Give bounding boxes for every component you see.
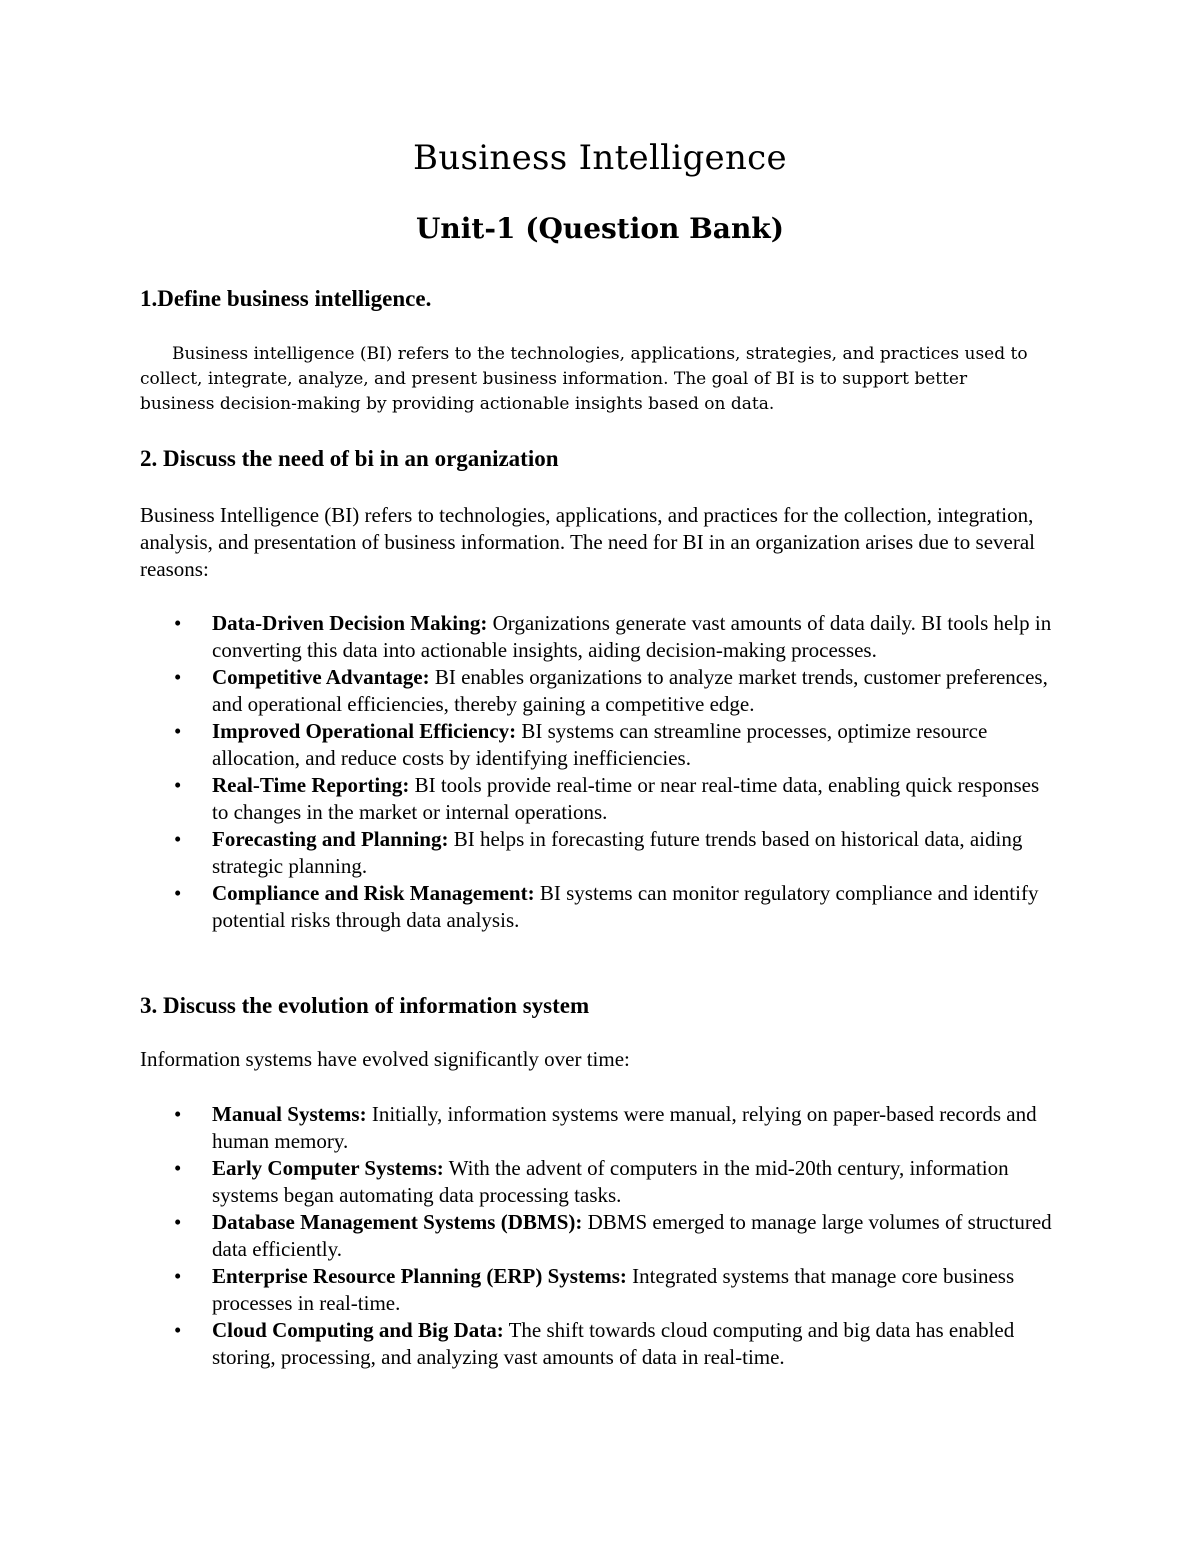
list-item-text: Organizations generate vast amounts of data daily. BI tools help in converting this data into actionable insights, aiding decision-making processes. bbox=[212, 611, 1052, 662]
bullet-icon: • bbox=[174, 665, 182, 689]
list-item-text: BI enables organizations to analyze market trends, customer preferences, and operational efficiencies, thereby gaining a competitive edge. bbox=[212, 665, 1048, 716]
bullet-icon: • bbox=[174, 611, 182, 635]
list-item bbox=[140, 718, 1060, 772]
question-3-list bbox=[140, 1101, 1060, 1371]
bullet-icon: • bbox=[174, 773, 182, 797]
list-item-text: BI systems can monitor regulatory compliance and identify potential risks through data analysis. bbox=[212, 881, 1039, 932]
list-item-term: Forecasting and Planning: bbox=[212, 827, 449, 851]
list-item-term: Early Computer Systems: bbox=[212, 1156, 444, 1180]
bullet-icon: • bbox=[174, 1264, 182, 1288]
subtitle-rest: (Question Bank) bbox=[515, 212, 784, 245]
list-item-text: Integrated systems that manage core business processes in real-time. bbox=[212, 1264, 1015, 1315]
bullet-icon: • bbox=[174, 1156, 182, 1180]
list-item bbox=[140, 610, 1060, 664]
list-item-term: Compliance and Risk Management: bbox=[212, 881, 535, 905]
list-item bbox=[140, 1209, 1060, 1263]
list-item-term: Data-Driven Decision Making: bbox=[212, 611, 488, 635]
bullet-icon: • bbox=[174, 881, 182, 905]
list-item-term: Manual Systems: bbox=[212, 1102, 367, 1126]
list-item-text: DBMS emerged to manage large volumes of structured data efficiently. bbox=[212, 1210, 1052, 1261]
list-item bbox=[140, 826, 1060, 880]
list-item-text: BI systems can streamline processes, optimize resource allocation, and reduce costs by identifying inefficiencies. bbox=[212, 719, 988, 770]
list-item bbox=[140, 880, 1060, 934]
question-2-intro: Business Intelligence (BI) refers to technologies, applications, and practices for the collection, integration, analysis, and presentation of business information. The need for BI in an organization arises due to several reasons: bbox=[140, 503, 1035, 581]
document-title: Business Intelligence bbox=[413, 138, 787, 178]
list-item-term: Improved Operational Efficiency: bbox=[212, 719, 517, 743]
list-item bbox=[140, 1101, 1060, 1155]
bullet-icon: • bbox=[174, 1102, 182, 1126]
list-item-text: With the advent of computers in the mid-20th century, information systems began automating data processing tasks. bbox=[212, 1156, 1009, 1207]
list-item-text: The shift towards cloud computing and big data has enabled storing, processing, and analyzing vast amounts of data in real-time. bbox=[212, 1318, 1015, 1369]
list-item-term: Competitive Advantage: bbox=[212, 665, 430, 689]
bullet-icon: • bbox=[174, 1210, 182, 1234]
question-3-heading: 3. Discuss the evolution of information system bbox=[140, 993, 590, 1018]
list-item bbox=[140, 1263, 1060, 1317]
question-1-answer bbox=[140, 342, 1040, 417]
list-item-text: BI tools provide real-time or near real-time data, enabling quick responses to changes in the market or internal operations. bbox=[212, 773, 1040, 824]
document-subtitle bbox=[0, 212, 1200, 245]
list-item bbox=[140, 772, 1060, 826]
list-item-text: BI helps in forecasting future trends based on historical data, aiding strategic planning. bbox=[212, 827, 1023, 878]
list-item-term: Real-Time Reporting: bbox=[212, 773, 410, 797]
list-item bbox=[140, 1317, 1060, 1371]
list-item bbox=[140, 1155, 1060, 1209]
bullet-icon: • bbox=[174, 719, 182, 743]
list-item-term: Database Management Systems (DBMS): bbox=[212, 1210, 583, 1234]
list-item bbox=[140, 664, 1060, 718]
list-item-term: Cloud Computing and Big Data: bbox=[212, 1318, 504, 1342]
list-item-text: Initially, information systems were manual, relying on paper-based records and human memory. bbox=[212, 1102, 1037, 1153]
question-2-heading: 2. Discuss the need of bi in an organization bbox=[140, 446, 559, 471]
bullet-icon: • bbox=[174, 1318, 182, 1342]
list-item-term: Enterprise Resource Planning (ERP) Systems: bbox=[212, 1264, 627, 1288]
question-1-heading: 1.Define business intelligence. bbox=[140, 286, 432, 311]
question-1-answer-text: Business intelligence (BI) refers to the technologies, applications, strategies, and practices used to collect, integrate, analyze, and present business information. The goal of BI is to support better business decision-making by providing actionable insights based on data. bbox=[140, 344, 1028, 414]
question-2-list bbox=[140, 610, 1060, 934]
subtitle-unit: Unit-1 bbox=[416, 212, 516, 245]
question-3-intro: Information systems have evolved significantly over time: bbox=[140, 1047, 630, 1071]
bullet-icon: • bbox=[174, 827, 182, 851]
